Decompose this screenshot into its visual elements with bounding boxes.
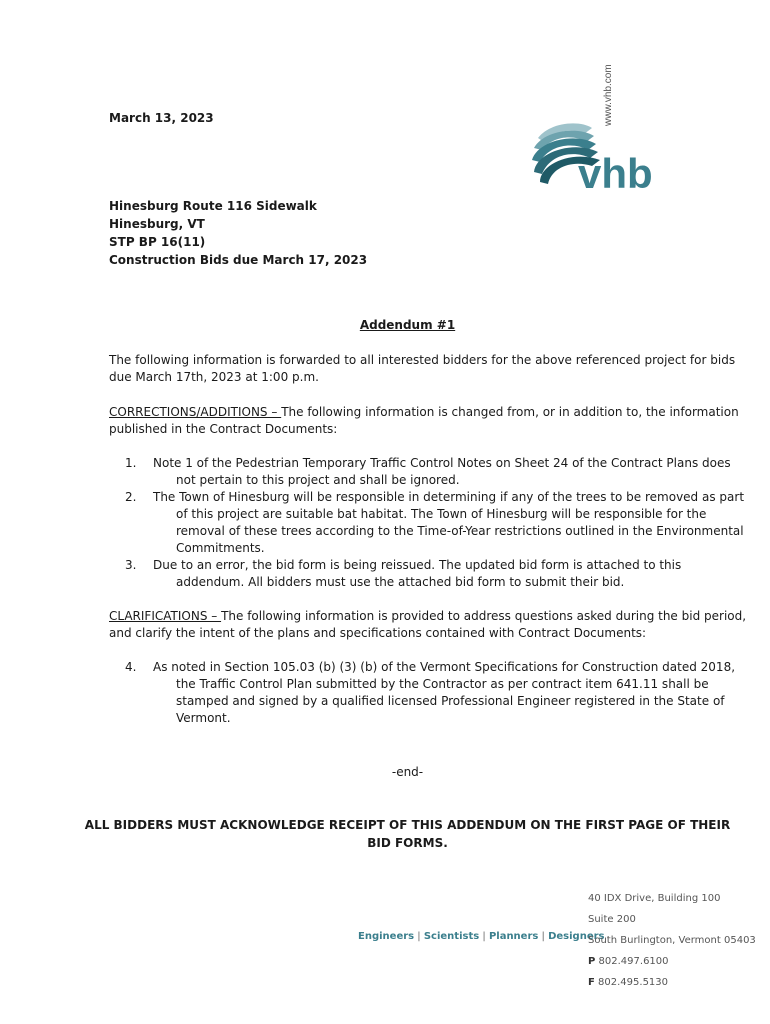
address-line: Suite 200 [588, 914, 636, 925]
list-item-number: 3. [125, 558, 137, 572]
tagline-separator: | [414, 931, 424, 942]
clarifications-paragraph [109, 608, 747, 642]
addendum-title: Addendum #1 [359, 318, 456, 332]
list-item-text: Vermont. [176, 711, 231, 725]
intro-line: The following information is forwarded to all interested bidders for the above referenced project for bids [109, 353, 736, 367]
intro-paragraph [109, 352, 736, 386]
letter-date: March 13, 2023 [109, 111, 214, 125]
footer-address [588, 888, 756, 993]
list-item-text: The Town of Hinesburg will be responsible in determining if any of the trees to be removed as part [153, 490, 745, 504]
list-item-number: 4. [125, 660, 137, 674]
website-url-text: www.vhb.com [603, 64, 614, 126]
corrections-paragraph [109, 404, 739, 438]
address-line: 40 IDX Drive, Building 100 [588, 893, 721, 904]
clarifications-heading: CLARIFICATIONS – [109, 609, 222, 623]
list-item-text: the Traffic Control Plan submitted by the Contractor as per contract item 641.11 shall be [176, 677, 709, 691]
tagline-item: Designers [548, 931, 605, 942]
phone-label: P [588, 956, 596, 967]
list-item-text: of this project are suitable bat habitat. The Town of Hinesburg will be responsible for the [176, 507, 707, 521]
project-number: STP BP 16(11) [109, 235, 206, 249]
tagline-item: Scientists [423, 931, 480, 942]
phone-line [588, 951, 756, 972]
address-line: South Burlington, Vermont 05403 [588, 935, 756, 946]
list-item-text: stamped and signed by a qualified licensed Professional Engineer registered in the State of [176, 694, 725, 708]
corrections-text: published in the Contract Documents: [109, 422, 338, 436]
tagline-item: Engineers [358, 931, 415, 942]
tagline-separator: | [538, 931, 549, 942]
project-name: Hinesburg Route 116 Sidewalk [109, 199, 317, 213]
acknowledgement-line: ALL BIDDERS MUST ACKNOWLEDGE RECEIPT OF THIS ADDENDUM ON THE FIRST PAGE OF THEIR [84, 818, 731, 832]
list-item-text: Commitments. [176, 541, 265, 555]
list-item [109, 489, 745, 557]
fax-line [588, 972, 756, 993]
website-url[interactable] [597, 58, 617, 128]
end-marker: -end- [391, 765, 424, 779]
tagline-item: Planners [488, 931, 539, 942]
phone-number[interactable]: 802.497.6100 [598, 956, 669, 967]
footer-tagline [358, 931, 605, 942]
fax-number: 802.495.5130 [598, 977, 669, 988]
list-item [109, 557, 709, 591]
vhb-logo [530, 120, 665, 196]
list-item [109, 455, 731, 489]
acknowledgement-notice [0, 816, 770, 852]
logo-text: vhb [578, 150, 653, 196]
tagline-separator: | [479, 931, 489, 942]
bid-due-date: Construction Bids due March 17, 2023 [109, 253, 368, 267]
clarifications-text: and clarify the intent of the plans and specifications contained with Contract Documents: [109, 626, 647, 640]
list-item-text: Note 1 of the Pedestrian Temporary Traffic Control Notes on Sheet 24 of the Contract Plans does [153, 456, 731, 470]
list-item-text: addendum. All bidders must use the attached bid form to submit their bid. [176, 575, 625, 589]
project-location: Hinesburg, VT [109, 217, 205, 231]
project-info [109, 197, 367, 269]
corrections-heading: CORRECTIONS/ADDITIONS – [109, 405, 282, 419]
list-item-text: Due to an error, the bid form is being reissued. The updated bid form is attached to this [153, 558, 682, 572]
fax-label: F [588, 977, 595, 988]
corrections-text: The following information is changed from, or in addition to, the information [281, 405, 739, 419]
intro-line: due March 17th, 2023 at 1:00 p.m. [109, 370, 319, 384]
list-item-number: 2. [125, 490, 137, 504]
clarifications-text: The following information is provided to address questions asked during the bid period, [221, 609, 747, 623]
list-item-number: 1. [125, 456, 137, 470]
list-item-text: removal of these trees according to the Time-of-Year restrictions outlined in the Environmental [176, 524, 744, 538]
list-item-text: not pertain to this project and shall be ignored. [176, 473, 460, 487]
list-item-text: As noted in Section 105.03 (b) (3) (b) of the Vermont Specifications for Construction dated 2018, [153, 660, 736, 674]
list-item [109, 659, 736, 727]
acknowledgement-line: BID FORMS. [367, 836, 448, 850]
